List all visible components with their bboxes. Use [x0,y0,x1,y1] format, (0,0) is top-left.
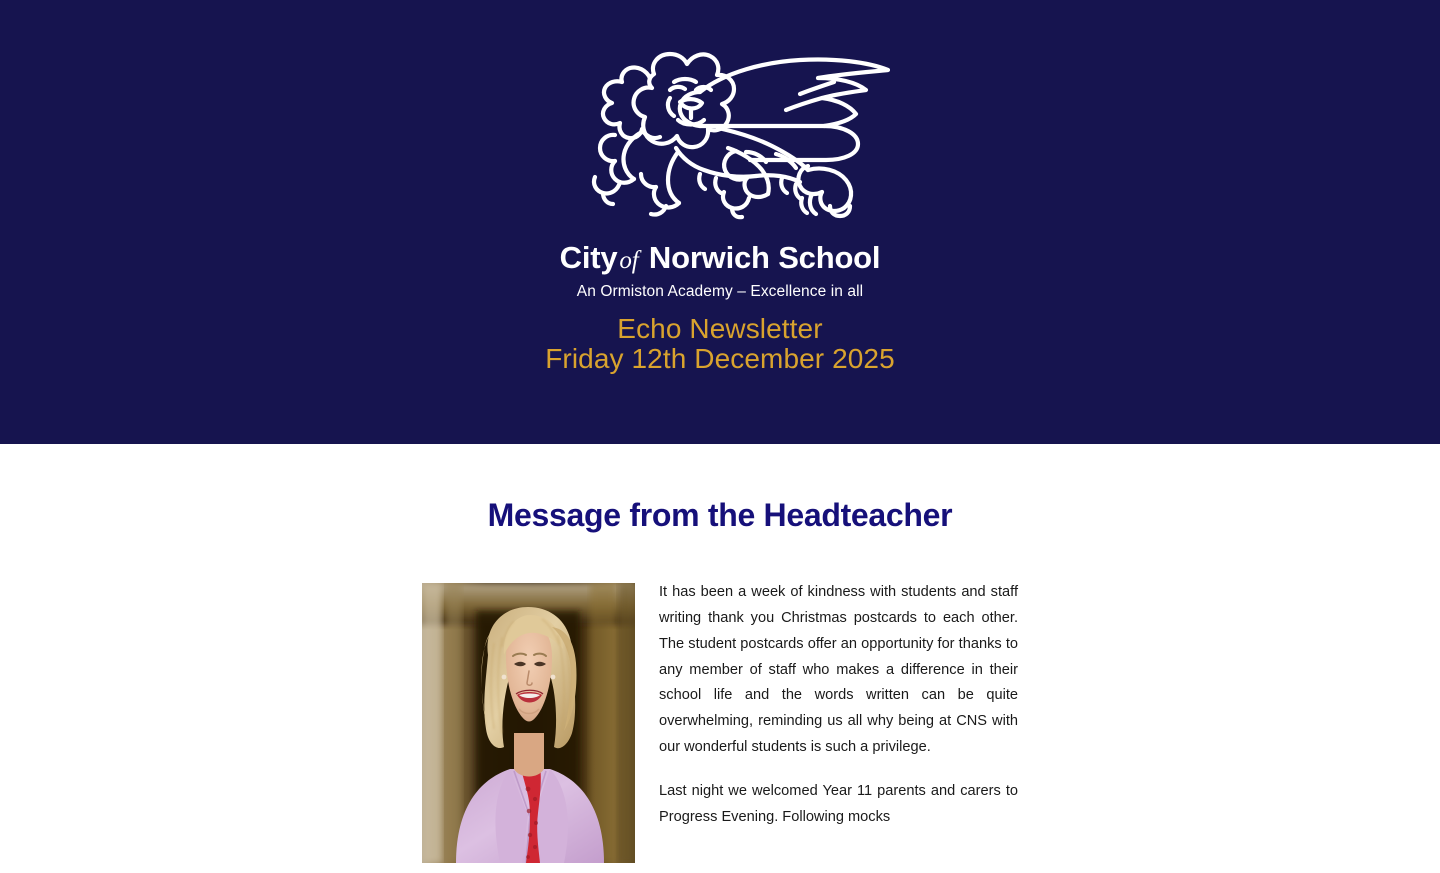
page-title: Message from the Headteacher [487,497,953,533]
heraldic-lion-passant-icon [550,48,890,220]
wordmark-city: City [559,240,618,275]
wordmark-of: of [619,247,639,274]
school-strapline: An Ormiston Academy – Excellence in all [576,283,864,301]
article-text-flow [422,580,1018,830]
wordmark-norwich-school: Norwich School [648,240,881,275]
newsletter-issue-date: Friday 12th December 2025 [545,343,895,375]
headteacher-message-article [422,444,1018,831]
school-wordmark [560,242,881,274]
headteacher-portrait-photo [422,583,635,863]
newsletter-body [0,444,1440,831]
newsletter-issue-block [545,314,895,374]
article-paragraph: Last night we welcomed Year 11 parents and carers to Progress Evening. Following mocks [659,783,1018,826]
article-paragraph: It has been a week of kindness with students and staff writing thank you Christmas postcards to each other. The student postcards offer an opportunity for thanks to any member of staff who makes a difference in their school life and the words written can be quite overwhelming, reminding us all why being at CNS with our wonderful students is such a privilege. [659,584,1018,755]
newsletter-name: Echo Newsletter [617,313,823,345]
